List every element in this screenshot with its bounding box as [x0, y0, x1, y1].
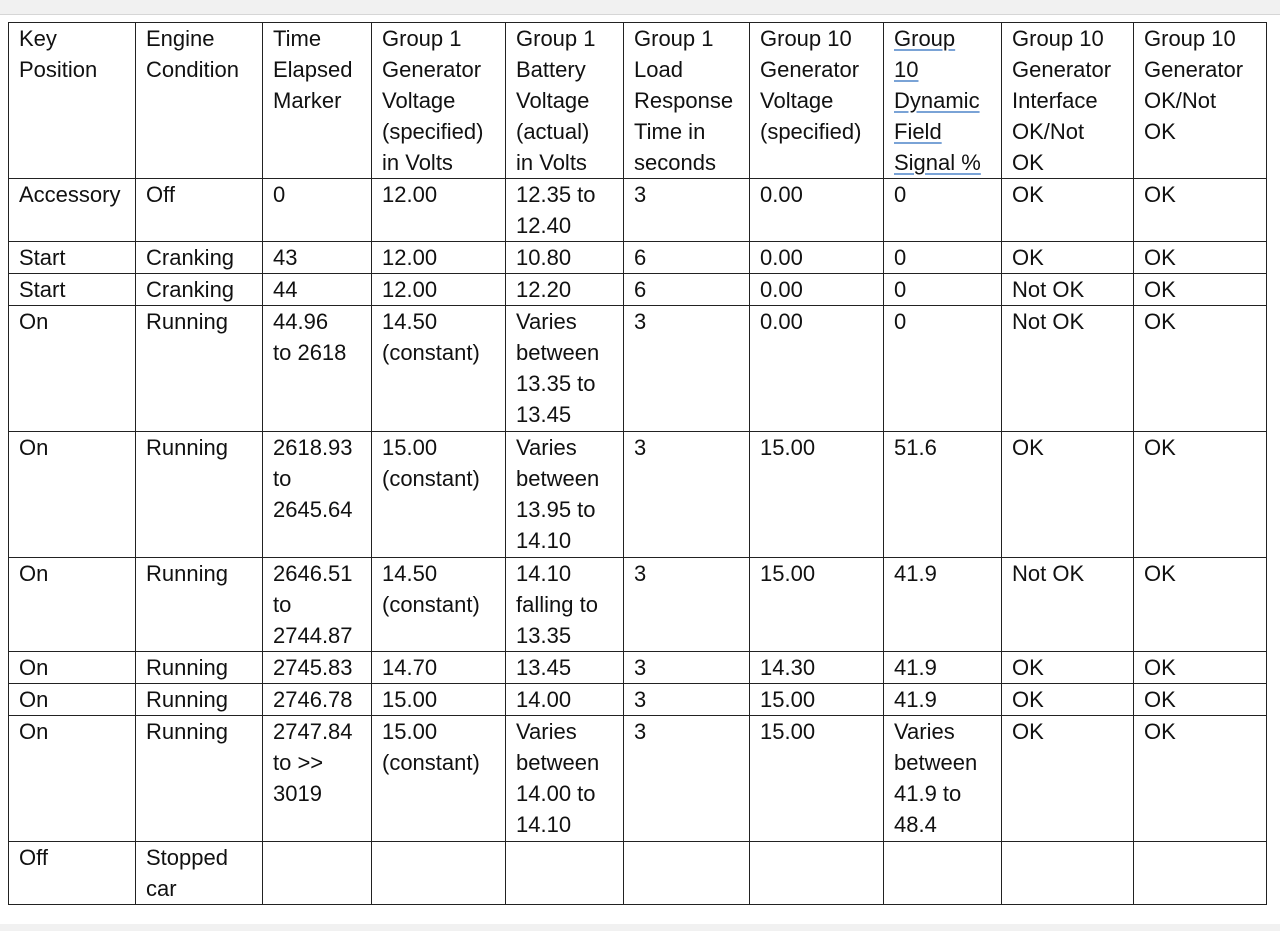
table-row — [9, 652, 1267, 684]
table-cell: OK — [1002, 716, 1134, 842]
table-cell: OK — [1002, 242, 1134, 274]
table-cell: Stopped car — [136, 842, 263, 905]
table-cell: 14.70 — [372, 652, 506, 684]
header-group10-generator-ok: Group 10 Generator OK/Not OK — [1134, 23, 1267, 179]
table-cell — [750, 842, 884, 905]
dynamic-field-signal-text: Group 10 Dynamic Field Signal % — [894, 26, 981, 175]
table-cell: 12.00 — [372, 242, 506, 274]
table-cell: Start — [9, 242, 136, 274]
table-cell: On — [9, 716, 136, 842]
header-group1-battery-voltage: Group 1 Battery Voltage (actual) in Volts — [506, 23, 624, 179]
table-cell: 0 — [884, 242, 1002, 274]
table-cell: 0.00 — [750, 274, 884, 306]
table-cell: On — [9, 432, 136, 558]
table-cell: Not OK — [1002, 274, 1134, 306]
table-header-row — [9, 23, 1267, 179]
table-cell: 3 — [624, 306, 750, 432]
table-cell: OK — [1134, 274, 1267, 306]
table-cell: 2745.83 — [263, 652, 372, 684]
table-cell: 14.50 (constant) — [372, 558, 506, 652]
table-cell: 0 — [884, 179, 1002, 242]
table-cell: OK — [1134, 242, 1267, 274]
table-cell: Varies between 41.9 to 48.4 — [884, 716, 1002, 842]
table-cell: OK — [1134, 716, 1267, 842]
table-cell: 3 — [624, 179, 750, 242]
table-cell: 2747.84 to >> 3019 — [263, 716, 372, 842]
table-cell: 15.00 — [750, 432, 884, 558]
table-cell: 41.9 — [884, 684, 1002, 716]
table-row — [9, 179, 1267, 242]
table-cell: Cranking — [136, 274, 263, 306]
table-cell — [624, 842, 750, 905]
table-cell: Running — [136, 716, 263, 842]
table-row — [9, 842, 1267, 905]
table-cell: 0 — [263, 179, 372, 242]
table-cell: Varies between 14.00 to 14.10 — [506, 716, 624, 842]
table-cell: Running — [136, 652, 263, 684]
header-group10-dynamic-field-signal — [884, 23, 1002, 179]
table-cell — [506, 842, 624, 905]
table-cell: 3 — [624, 432, 750, 558]
table-cell: On — [9, 684, 136, 716]
table-cell: 41.9 — [884, 652, 1002, 684]
table-cell: Running — [136, 684, 263, 716]
table-cell — [884, 842, 1002, 905]
table-cell: 6 — [624, 242, 750, 274]
table-cell: 13.45 — [506, 652, 624, 684]
table-cell: Off — [9, 842, 136, 905]
table-cell: OK — [1134, 684, 1267, 716]
table-cell: Start — [9, 274, 136, 306]
table-cell: 6 — [624, 274, 750, 306]
table-cell: 41.9 — [884, 558, 1002, 652]
table-cell: OK — [1134, 432, 1267, 558]
table-cell: 15.00 (constant) — [372, 432, 506, 558]
table-cell: 14.00 — [506, 684, 624, 716]
table-cell: 0.00 — [750, 242, 884, 274]
table-cell: 15.00 — [750, 558, 884, 652]
table-cell: 2746.78 — [263, 684, 372, 716]
table-row — [9, 432, 1267, 558]
table-cell: 12.00 — [372, 179, 506, 242]
table-cell: 12.20 — [506, 274, 624, 306]
table-row — [9, 306, 1267, 432]
table-cell: On — [9, 306, 136, 432]
table-cell: 3 — [624, 716, 750, 842]
table-cell: 12.35 to 12.40 — [506, 179, 624, 242]
table-cell: OK — [1134, 306, 1267, 432]
table-cell: On — [9, 558, 136, 652]
table-cell: On — [9, 652, 136, 684]
table-cell: 12.00 — [372, 274, 506, 306]
document-page — [0, 14, 1280, 924]
table-row — [9, 558, 1267, 652]
table-cell: 14.50 (constant) — [372, 306, 506, 432]
table-cell: 14.30 — [750, 652, 884, 684]
header-group1-generator-voltage: Group 1 Generator Voltage (specified) in Volts — [372, 23, 506, 179]
header-engine-condition: Engine Condition — [136, 23, 263, 179]
table-cell: OK — [1134, 179, 1267, 242]
table-cell: OK — [1002, 684, 1134, 716]
table-cell: 3 — [624, 558, 750, 652]
header-group1-load-response-time: Group 1 Load Response Time in seconds — [624, 23, 750, 179]
table-cell: 44 — [263, 274, 372, 306]
table-cell: Accessory — [9, 179, 136, 242]
table-cell: Cranking — [136, 242, 263, 274]
table-cell — [1002, 842, 1134, 905]
header-group10-generator-interface: Group 10 Generator Interface OK/Not OK — [1002, 23, 1134, 179]
header-group10-generator-voltage: Group 10 Generator Voltage (specified) — [750, 23, 884, 179]
table-row — [9, 274, 1267, 306]
table-cell: 2618.93 to 2645.64 — [263, 432, 372, 558]
table-cell: 43 — [263, 242, 372, 274]
table-cell: Running — [136, 558, 263, 652]
table-cell: OK — [1002, 432, 1134, 558]
table-cell: 0.00 — [750, 306, 884, 432]
table-cell — [372, 842, 506, 905]
table-cell: 0.00 — [750, 179, 884, 242]
table-cell: 3 — [624, 652, 750, 684]
table-cell: Not OK — [1002, 558, 1134, 652]
table-cell: 15.00 — [372, 684, 506, 716]
table-cell: 14.10 falling to 13.35 — [506, 558, 624, 652]
table-cell: Varies between 13.95 to 14.10 — [506, 432, 624, 558]
table-cell: OK — [1002, 652, 1134, 684]
generator-data-table — [8, 22, 1267, 905]
table-cell: 51.6 — [884, 432, 1002, 558]
table-cell: OK — [1002, 179, 1134, 242]
table-cell: 15.00 — [750, 684, 884, 716]
table-cell: Running — [136, 432, 263, 558]
table-row — [9, 716, 1267, 842]
table-cell: 10.80 — [506, 242, 624, 274]
table-cell: 0 — [884, 274, 1002, 306]
table-cell: 0 — [884, 306, 1002, 432]
table-cell: 15.00 (constant) — [372, 716, 506, 842]
table-cell: Varies between 13.35 to 13.45 — [506, 306, 624, 432]
table-cell — [263, 842, 372, 905]
table-cell: 3 — [624, 684, 750, 716]
table-cell: Running — [136, 306, 263, 432]
table-row — [9, 242, 1267, 274]
table-cell: OK — [1134, 558, 1267, 652]
table-cell: Not OK — [1002, 306, 1134, 432]
header-time-elapsed-marker: Time Elapsed Marker — [263, 23, 372, 179]
table-cell: OK — [1134, 652, 1267, 684]
table-cell: Off — [136, 179, 263, 242]
header-key-position: Key Position — [9, 23, 136, 179]
table-cell — [1134, 842, 1267, 905]
table-cell: 15.00 — [750, 716, 884, 842]
table-row — [9, 684, 1267, 716]
table-cell: 2646.51 to 2744.87 — [263, 558, 372, 652]
table-cell: 44.96 to 2618 — [263, 306, 372, 432]
